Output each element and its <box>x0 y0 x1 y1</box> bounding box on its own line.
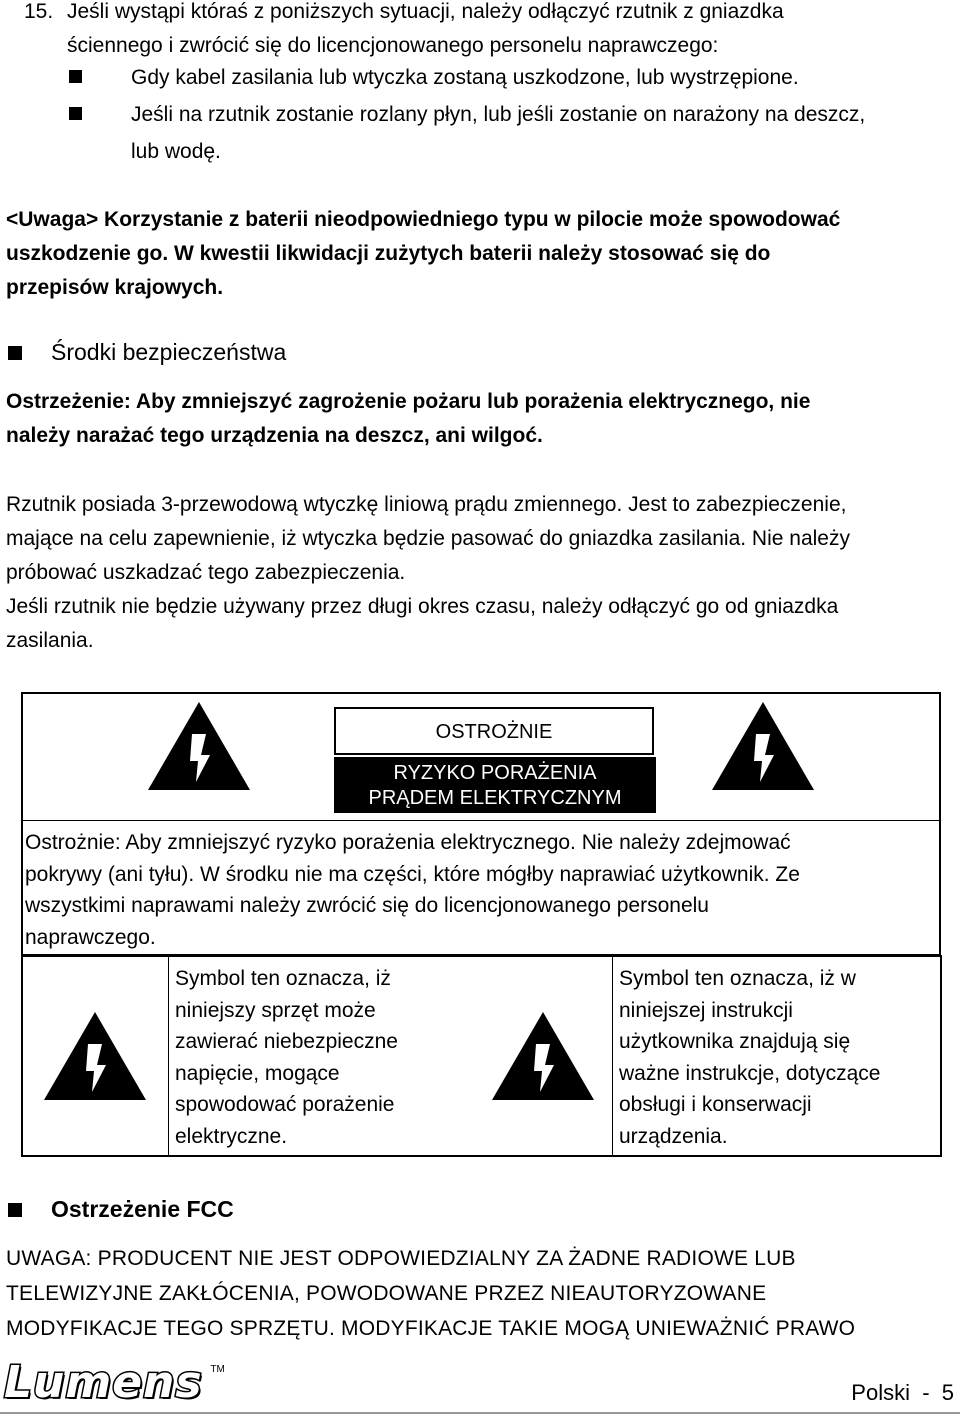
footer-divider <box>0 1412 960 1414</box>
bullet-square-icon <box>69 70 82 83</box>
high-voltage-warning-icon <box>146 700 252 792</box>
symbol-right-description <box>619 963 880 1152</box>
item15-bullet-2: Jeśli na rzutnik zostanie rozlany płyn, lub jeśli zostanie on narażony na deszcz, <box>131 103 866 126</box>
fcc-text-line-1: UWAGA: PRODUCENT NIE JEST ODPOWIEDZIALNY ZA ŻADNE RADIOWE LUB <box>6 1247 796 1270</box>
bullet-square-icon <box>8 1203 22 1217</box>
caution-text <box>25 827 800 953</box>
plug-paragraph-line-3: próbować uszkadzać tego zabezpieczenia. <box>6 561 406 584</box>
safety-warning-line-2: należy narażać tego urządzenia na deszcz, ani wilgoć. <box>6 424 543 447</box>
caution-text-line: naprawczego. <box>25 925 156 949</box>
bullet-square-icon <box>69 107 82 120</box>
divider <box>612 955 613 1157</box>
symbol-left-line: spowodować porażenie <box>175 1093 395 1116</box>
divider <box>168 955 169 1157</box>
fcc-text-line-2: TELEWIZYJNE ZAKŁÓCENIA, POWODOWANE PRZEZ NIEAUTORYZOWANE <box>6 1282 767 1305</box>
trademark: TM <box>210 1364 225 1375</box>
plug-paragraph-line-1: Rzutnik posiada 3-przewodową wtyczkę liniową prądu zmiennego. Jest to zabezpieczenie, <box>6 493 847 516</box>
symbol-left-description <box>175 963 398 1152</box>
page-number: Polski - 5 <box>851 1380 954 1405</box>
caution-text-line: wszystkimi naprawami należy zwrócić się do licencjonowanego personelu <box>25 894 709 917</box>
caution-label-line-1: RYZYKO PORAŻENIA <box>393 762 597 784</box>
caution-text-line: Ostrożnie: Aby zmniejszyć ryzyko porażenia elektrycznego. Nie należy zdejmować <box>25 831 791 854</box>
note-line-3: przepisów krajowych. <box>6 276 224 299</box>
item15-line-2: ściennego i zwrócić się do licencjonowanego personelu naprawczego: <box>67 34 719 57</box>
safety-heading: Środki bezpieczeństwa <box>51 339 287 365</box>
caution-label-line-2: PRĄDEM ELEKTRYCZNYM <box>368 787 622 809</box>
symbol-right-line: urządzenia. <box>619 1124 728 1148</box>
high-voltage-warning-icon <box>710 700 816 792</box>
item15-bullet-2-cont: lub wodę. <box>131 140 221 163</box>
item15-bullet-1: Gdy kabel zasilania lub wtyczka zostaną uszkodzone, lub wystrzępione. <box>131 66 799 89</box>
caution-label-bottom <box>334 757 656 813</box>
symbol-right-line: Symbol ten oznacza, iż w <box>619 967 856 990</box>
symbol-right-line: ważne instrukcje, dotyczące <box>619 1061 881 1085</box>
item-number: 15. <box>24 0 54 23</box>
fcc-heading: Ostrzeżenie FCC <box>51 1196 234 1222</box>
high-voltage-warning-icon <box>490 1010 596 1102</box>
symbol-left-line: elektryczne. <box>175 1124 288 1148</box>
plug-paragraph-line-4: Jeśli rzutnik nie będzie używany przez długi okres czasu, należy odłączyć go od gniazdka <box>6 595 839 618</box>
plug-paragraph-line-5: zasilania. <box>6 629 94 652</box>
high-voltage-warning-icon <box>42 1010 148 1102</box>
symbol-right-line: niniejszej instrukcji <box>619 998 793 1022</box>
symbol-right-line: użytkownika znajdują się <box>619 1030 851 1053</box>
lumens-logo <box>4 1357 225 1408</box>
safety-warning-line-1: Ostrzeżenie: Aby zmniejszyć zagrożenie pożaru lub porażenia elektrycznego, nie <box>6 390 811 413</box>
note-line-2: uszkodzenie go. W kwestii likwidacji zużytych baterii należy stosować się do <box>6 242 771 265</box>
divider <box>21 820 941 821</box>
symbol-right-line: obsługi i konserwacji <box>619 1093 812 1116</box>
caution-text-line: pokrywy (ani tyłu). W środku nie ma części, które mógłby naprawiać użytkownik. Ze <box>25 862 800 886</box>
bullet-square-icon <box>8 346 22 360</box>
item15-line-1: Jeśli wystąpi któraś z poniższych sytuacji, należy odłączyć rzutnik z gniazdka <box>67 0 784 23</box>
note-line-1: <Uwaga> Korzystanie z baterii nieodpowiedniego typu w pilocie może spowodować <box>6 208 841 231</box>
symbol-left-line: Symbol ten oznacza, iż <box>175 967 391 990</box>
caution-label-top: OSTROŻNIE <box>334 707 654 755</box>
logo-text: Lumens <box>4 1357 203 1408</box>
fcc-text-line-3: MODYFIKACJE TEGO SPRZĘTU. MODYFIKACJE TAKIE MOGĄ UNIEWAŻNIĆ PRAWO <box>6 1317 856 1340</box>
symbol-left-line: napięcie, mogące <box>175 1061 340 1085</box>
plug-paragraph-line-2: mające na celu zapewnienie, iż wtyczka będzie pasować do gniazdka zasilania. Nie należy <box>6 527 850 550</box>
symbol-left-line: niniejszy sprzęt może <box>175 998 376 1022</box>
symbol-left-line: zawierać niebezpieczne <box>175 1030 398 1053</box>
